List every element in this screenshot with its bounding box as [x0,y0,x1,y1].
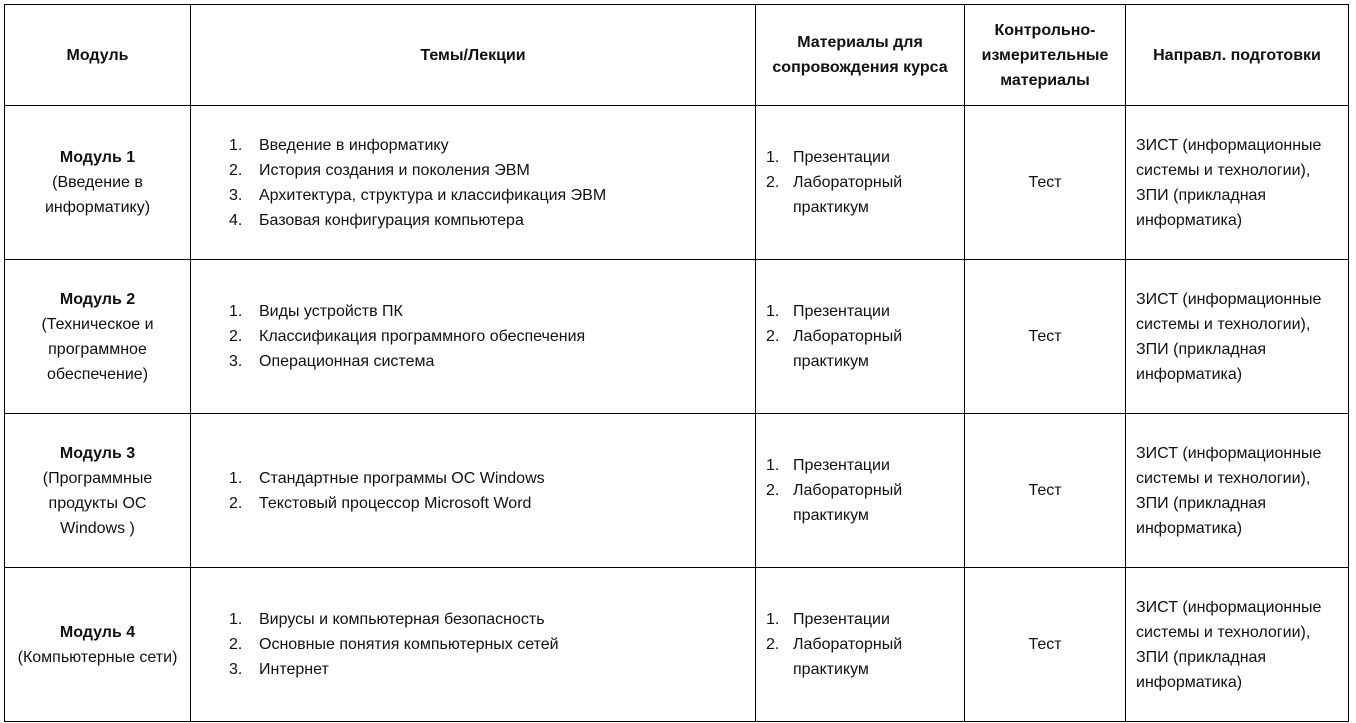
topic-number: 2. [229,328,243,345]
topic-item [229,299,745,324]
topic-text: Основные понятия компьютерных сетей [259,636,559,653]
material-number: 2. [766,482,780,499]
control-cell: Тест [965,260,1126,414]
header-direction: Направл. подготовки [1126,5,1349,106]
topic-text: Вирусы и компьютерная безопасность [259,611,545,628]
header-module: Модуль [5,5,191,106]
module-cell [5,260,191,414]
topic-item [229,632,745,657]
material-number: 2. [766,636,780,653]
material-item [766,632,954,682]
topic-item [229,607,745,632]
direction-cell: ЗИСТ (информационные системы и технологии), ЗПИ (прикладная информатика) [1126,106,1349,260]
material-item [766,324,954,374]
header-control: Контрольно-измерительные материалы [965,5,1126,106]
topic-text: Базовая конфигурация компьютера [259,211,524,229]
topic-text: Виды устройств ПК [259,303,403,320]
topics-cell [191,568,756,722]
material-number: 1. [766,611,780,628]
topic-text: Стандартные программы ОС Windows [259,469,545,487]
module-name: Модуль 4 [59,623,136,641]
topic-item [229,183,745,208]
header-materials: Материалы для сопровождения курса [756,5,965,106]
material-text: Лабораторный практикум [793,482,903,524]
material-number: 1. [766,149,780,166]
curriculum-table [4,4,1349,722]
table-row [5,414,1349,568]
direction-cell: ЗИСТ (информационные системы и технологии), ЗПИ (прикладная информатика) [1126,260,1349,414]
material-number: 2. [766,328,780,345]
topic-number: 2. [229,636,243,653]
table-row [5,568,1349,722]
topic-number: 1. [229,469,243,487]
direction-cell: ЗИСТ (информационные системы и технологии), ЗПИ (прикладная информатика) [1126,414,1349,568]
module-cell [5,568,191,722]
control-cell: Тест [965,414,1126,568]
topic-number: 3. [229,353,243,370]
material-text: Презентации [793,149,890,166]
material-text: Презентации [793,457,890,474]
topic-item [229,158,745,183]
module-name: Модуль 1 [59,149,136,166]
materials-cell [756,260,965,414]
material-item [766,145,954,170]
table-row [5,106,1349,260]
topic-text: История создания и поколения ЭВМ [259,161,530,179]
topic-text: Интернет [259,661,329,678]
topic-item [229,324,745,349]
control-cell: Тест [965,106,1126,260]
topic-text: Введение в информатику [259,136,449,154]
module-description: (Компьютерные сети) [17,648,178,666]
material-text: Лабораторный практикум [793,636,903,678]
direction-cell: ЗИСТ (информационные системы и технологии), ЗПИ (прикладная информатика) [1126,568,1349,722]
table-header-row [5,5,1349,106]
topic-number: 3. [229,661,243,678]
module-name: Модуль 3 [59,444,136,462]
header-topics: Темы/Лекции [191,5,756,106]
topic-number: 2. [229,161,243,179]
material-text: Презентации [793,611,890,628]
material-number: 1. [766,303,780,320]
topic-item [229,466,745,491]
material-number: 1. [766,457,780,474]
topics-cell [191,106,756,260]
material-item [766,170,954,220]
topic-number: 3. [229,186,243,204]
topics-cell [191,414,756,568]
control-cell: Тест [965,568,1126,722]
topic-item [229,208,745,233]
topic-number: 1. [229,136,243,154]
topic-number: 1. [229,303,243,320]
materials-cell [756,568,965,722]
module-description: (Техническое и программное обеспечение) [41,315,154,383]
topic-number: 2. [229,494,243,512]
topic-item [229,491,745,516]
topic-text: Текстовый процессор Microsoft Word [259,494,532,512]
topic-text: Операционная система [259,353,435,370]
topic-text: Архитектура, структура и классификация ЭВМ [259,186,607,204]
table-body [5,106,1349,722]
materials-cell [756,414,965,568]
topic-item [229,349,745,374]
material-text: Лабораторный практикум [793,328,903,370]
topics-cell [191,260,756,414]
topic-item [229,133,745,158]
material-item [766,478,954,528]
material-text: Лабораторный практикум [793,174,903,216]
topic-number: 4. [229,211,243,229]
module-cell [5,414,191,568]
materials-cell [756,106,965,260]
module-description: (Введение в информатику) [44,174,151,216]
topic-text: Классификация программного обеспечения [259,328,586,345]
module-name: Модуль 2 [59,290,136,308]
table-row [5,260,1349,414]
topic-item [229,657,745,682]
module-description: (Программные продукты ОС Windows ) [42,469,153,537]
material-item [766,607,954,632]
topic-number: 1. [229,611,243,628]
material-number: 2. [766,174,780,191]
material-item [766,299,954,324]
material-item [766,453,954,478]
module-cell [5,106,191,260]
material-text: Презентации [793,303,890,320]
